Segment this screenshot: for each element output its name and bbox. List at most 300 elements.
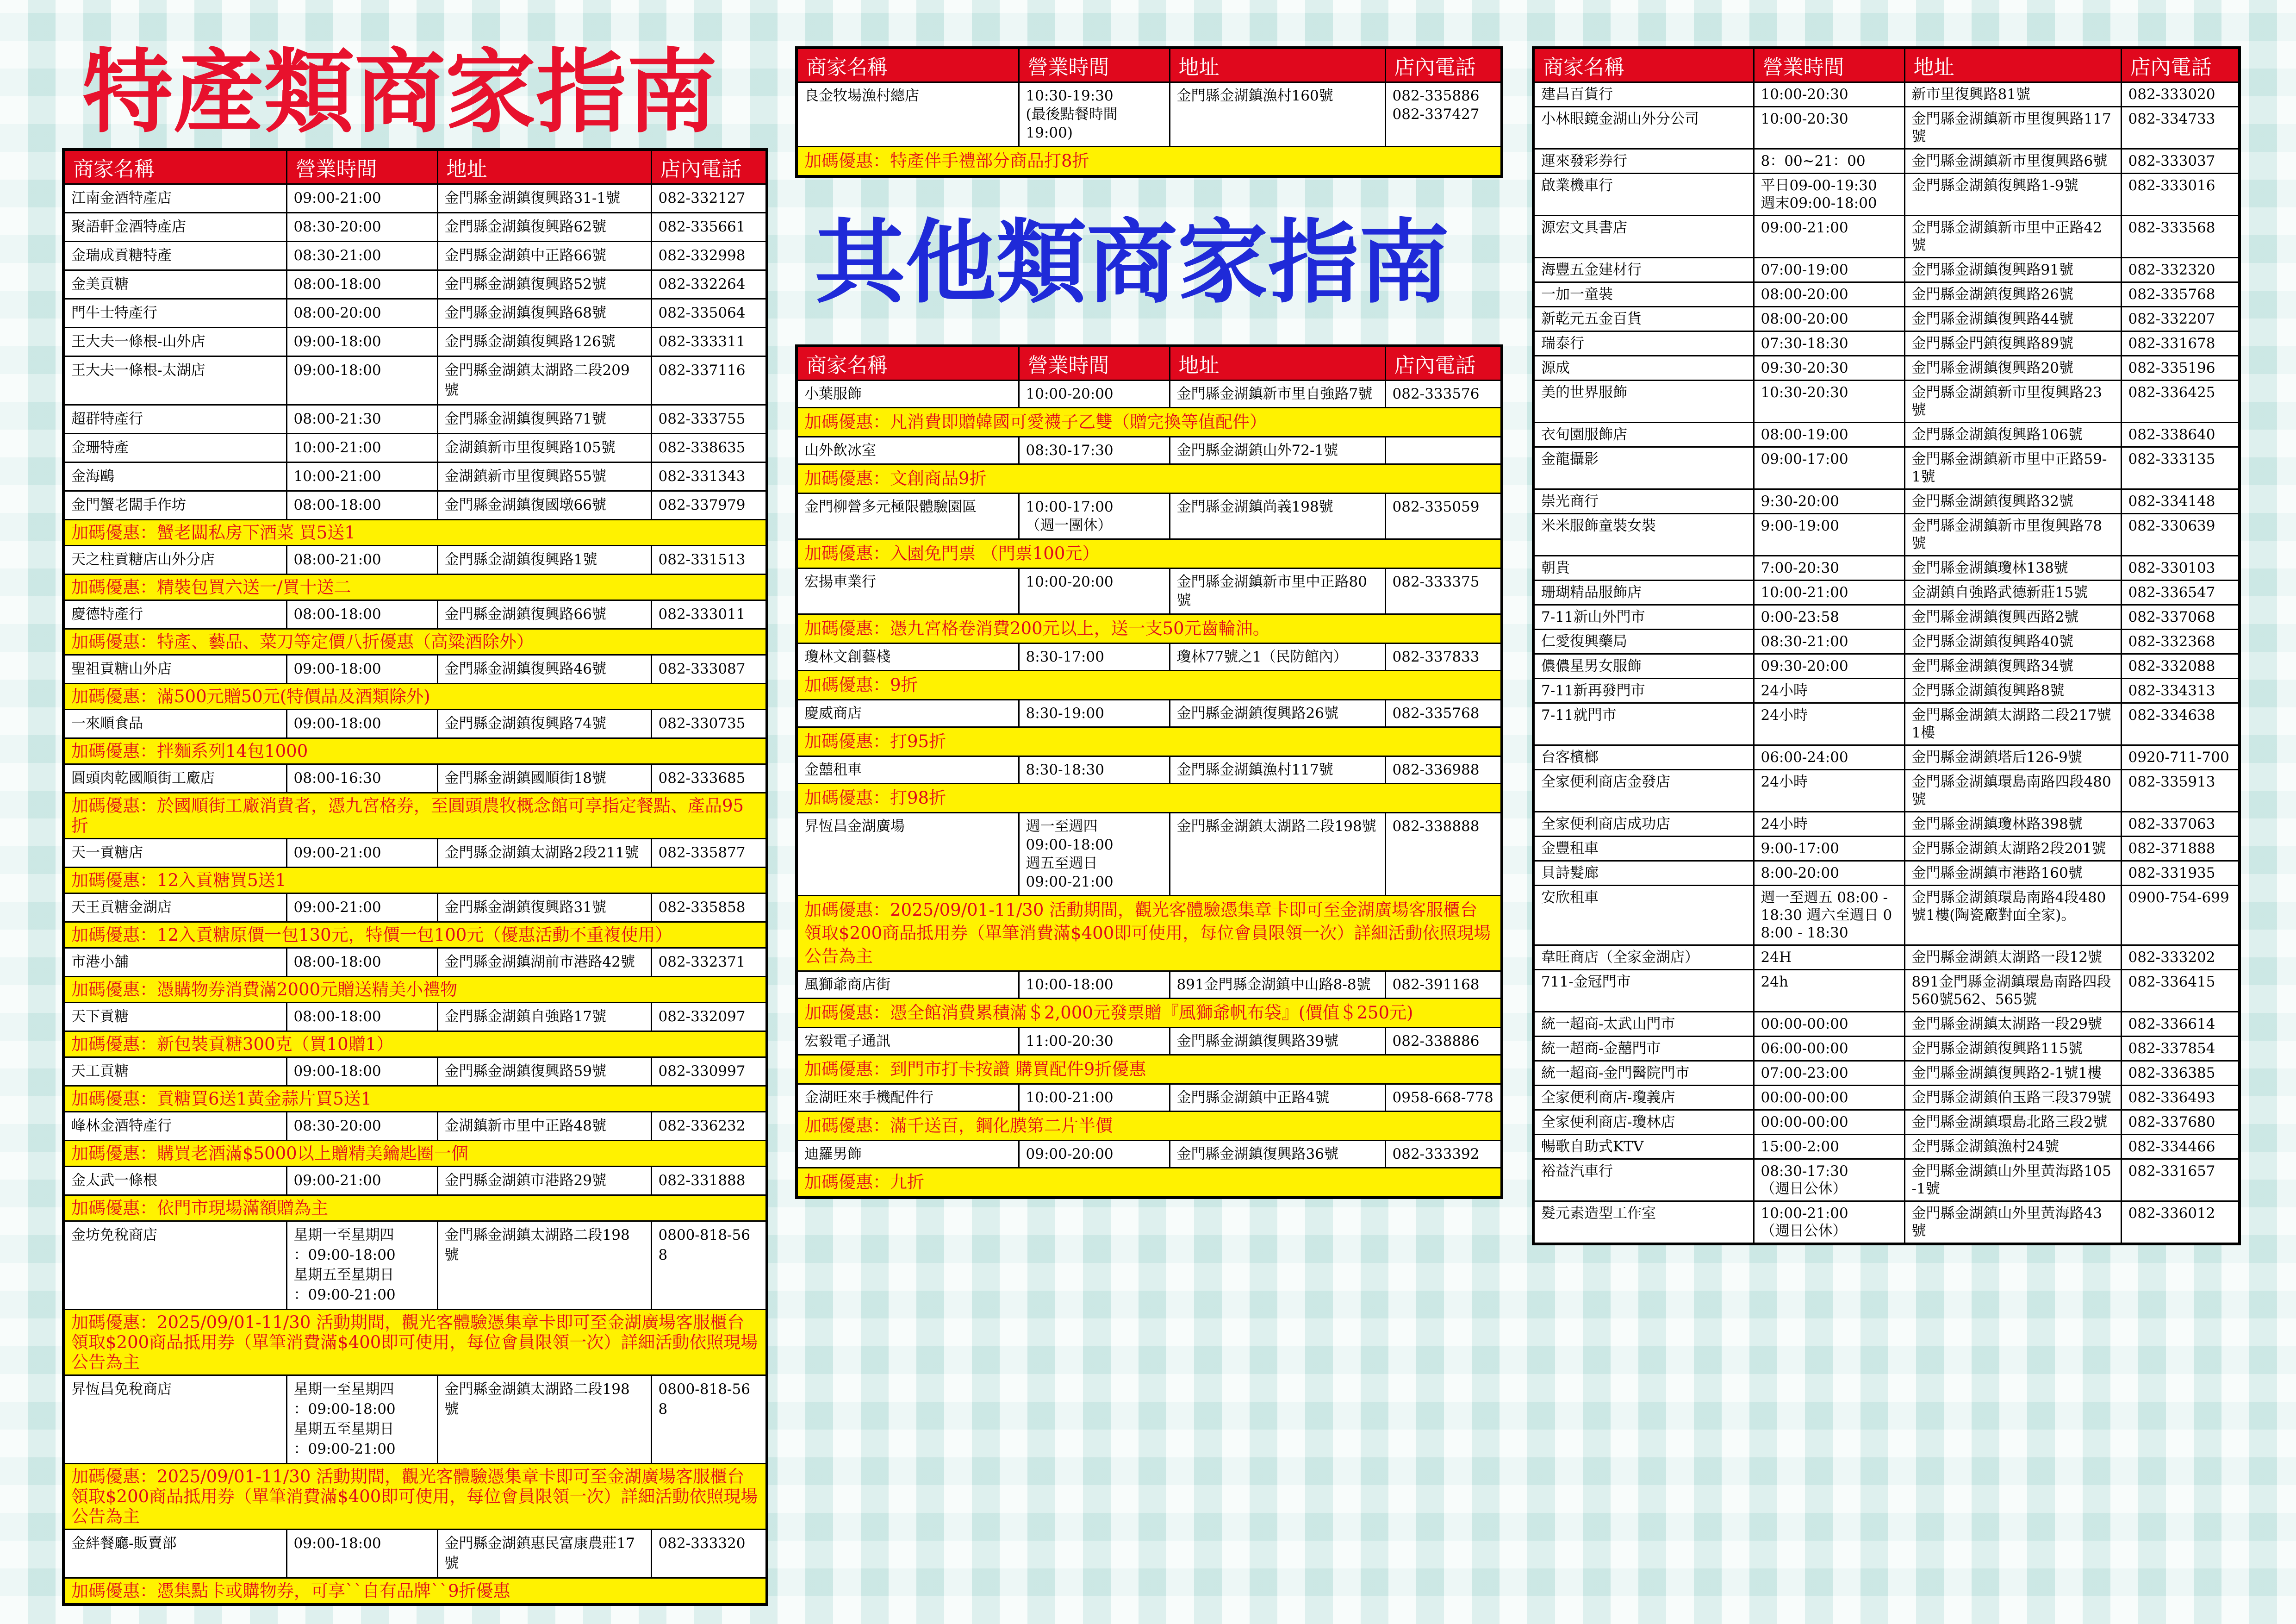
store-row (63, 1375, 767, 1464)
store-name: 海豐五金建材行 (1533, 258, 1754, 282)
store-row (1533, 837, 2240, 861)
store-hours: 08:30-20:00 (286, 1112, 437, 1141)
store-address: 金門縣金湖鎮山外里黃海路105-1號 (1904, 1159, 2121, 1201)
store-name: 韋旺商店（全家金湖店） (1533, 945, 1754, 970)
store-phone: 082-335913 (2121, 770, 2240, 812)
promo-row (796, 1055, 1502, 1084)
store-address: 新市里復興路81號 (1904, 82, 2121, 107)
store-address: 金門縣金湖鎮山外72-1號 (1170, 437, 1385, 464)
store-hours: 15:00-2:00 (1754, 1135, 1904, 1159)
promo-row (796, 784, 1502, 813)
store-hours: 09:30-20:30 (1754, 356, 1904, 381)
store-name: 昇恆昌金湖廣場 (796, 813, 1019, 896)
store-row (1533, 1159, 2240, 1201)
store-hours: 8:30-19:00 (1019, 700, 1170, 727)
store-hours: 00:00-00:00 (1754, 1086, 1904, 1110)
store-row (1533, 745, 2240, 770)
promo-text: 加碼優惠：到門市打卡按讚 購買配件9折優惠 (796, 1055, 1502, 1084)
store-phone: 082-333755 (651, 405, 767, 434)
store-row (63, 764, 767, 793)
store-hours: 10:00-20:00 (1019, 568, 1170, 614)
store-phone: 082-331888 (651, 1167, 767, 1195)
store-row (1533, 679, 2240, 703)
store-name: 聚語軒金酒特產店 (63, 213, 286, 242)
store-hours: 10:00-21:00 (286, 434, 437, 462)
store-row (63, 710, 767, 738)
store-address: 金門縣金湖鎮復興路91號 (1904, 258, 2121, 282)
store-address: 金門縣金湖鎮伯玉路三段379號 (1904, 1086, 2121, 1110)
store-phone: 082-333087 (651, 655, 767, 684)
store-name: 峰林金酒特產行 (63, 1112, 286, 1141)
store-row (63, 405, 767, 434)
store-address: 891金門縣金湖鎮中山路8-8號 (1170, 971, 1385, 999)
store-row (796, 437, 1502, 464)
store-address: 金門縣金湖鎮復興路20號 (1904, 356, 2121, 381)
store-hours: 08:00-21:00 (286, 546, 437, 575)
store-phone: 082-332097 (651, 1003, 767, 1031)
store-hours: 09:00-21:00 (286, 893, 437, 922)
store-hours: 08:00-18:00 (286, 270, 437, 299)
promo-text: 加碼優惠：2025/09/01-11/30 活動期間，觀光客體驗憑集章卡即可至金湖廣場客服櫃台領取$200商品抵用券（單筆消費滿$400即可使用，每位會員限領一次）詳細活動依照現場公告為主 (63, 1464, 767, 1530)
store-phone: 0900-754-699 (2121, 886, 2240, 945)
store-phone: 082-338886 (1385, 1028, 1502, 1055)
store-row (796, 813, 1502, 896)
store-hours: 9:30-20:00 (1754, 489, 1904, 514)
promo-text: 加碼優惠：九折 (796, 1168, 1502, 1198)
store-row (1533, 174, 2240, 216)
store-phone: 082-333011 (651, 600, 767, 629)
store-address: 金門縣金湖鎮瓊林138號 (1904, 556, 2121, 581)
store-name: 台客檳榔 (1533, 745, 1754, 770)
store-address: 金門縣金湖鎮復興路36號 (1170, 1141, 1385, 1168)
store-row (63, 1112, 767, 1141)
promo-text: 加碼優惠：文創商品9折 (796, 464, 1502, 493)
store-address: 金門縣金湖鎮新市里復興路78號 (1904, 514, 2121, 556)
store-address: 金門縣金湖鎮復興西路2號 (1904, 605, 2121, 630)
store-address: 金門縣金湖鎮新市里中正路59-1號 (1904, 447, 2121, 489)
store-row (1533, 1037, 2240, 1061)
store-phone: 082-333568 (2121, 216, 2240, 258)
store-name: 一來順食品 (63, 710, 286, 738)
store-phone: 082-335768 (2121, 282, 2240, 307)
store-phone: 082-335886 082-337427 (1385, 82, 1502, 147)
store-phone: 0800-818-568 (651, 1221, 767, 1310)
store-phone: 082-333685 (651, 764, 767, 793)
store-row (796, 643, 1502, 671)
promo-text: 加碼優惠：滿500元贈50元(特價品及酒類除外) (63, 684, 767, 710)
store-hours: 06:00-24:00 (1754, 745, 1904, 770)
store-name: 崇光商行 (1533, 489, 1754, 514)
store-hours: 08:30-21:00 (1754, 630, 1904, 654)
store-row (1533, 770, 2240, 812)
store-name: 全家便利商店-瓊林店 (1533, 1110, 1754, 1135)
store-phone: 082-391168 (1385, 971, 1502, 999)
promo-row (63, 520, 767, 546)
store-phone: 082-335196 (2121, 356, 2240, 381)
store-name: 7-11新再發門市 (1533, 679, 1754, 703)
promo-row (63, 977, 767, 1003)
store-row (63, 1003, 767, 1031)
store-phone: 082-337116 (651, 356, 767, 405)
store-name: 源成 (1533, 356, 1754, 381)
store-name: 瓊林文創藝棧 (796, 643, 1019, 671)
store-hours: 8:00-20:00 (1754, 861, 1904, 886)
store-name: 金豐租車 (1533, 837, 1754, 861)
store-name: 江南金酒特產店 (63, 184, 286, 213)
store-hours: 10:00-21:00 (1754, 581, 1904, 605)
other-top-store-table (795, 46, 1503, 178)
store-row (63, 893, 767, 922)
store-name: 小葉服飾 (796, 381, 1019, 408)
promo-text: 加碼優惠：打95折 (796, 727, 1502, 756)
store-phone: 082-336012 (2121, 1201, 2240, 1244)
store-name: 建昌百貨行 (1533, 82, 1754, 107)
store-address: 金門縣金湖鎮瓊林路398號 (1904, 812, 2121, 837)
store-hours: 10:00-20:00 (1019, 381, 1170, 408)
col-header-name: 商家名稱 (796, 48, 1019, 82)
store-row (63, 1530, 767, 1578)
store-address: 金門縣金湖鎮新市里中正路80號 (1170, 568, 1385, 614)
promo-row (63, 575, 767, 600)
store-address: 金門縣金湖鎮漁村160號 (1170, 82, 1385, 147)
store-address: 金門縣金湖鎮環島南路4段480號1樓(陶瓷廠對面全家)。 (1904, 886, 2121, 945)
store-name: 儂儂星男女服飾 (1533, 654, 1754, 679)
store-hours: 09:00-18:00 (286, 710, 437, 738)
store-row (796, 971, 1502, 999)
store-address: 金門縣金湖鎮太湖路一段12號 (1904, 945, 2121, 970)
store-hours: 08:00-20:00 (1754, 282, 1904, 307)
store-name: 金龍攝影 (1533, 447, 1754, 489)
store-row (796, 756, 1502, 784)
store-address: 金門縣金湖鎮復興路59號 (437, 1057, 651, 1086)
store-row (796, 1028, 1502, 1055)
store-address: 金門縣金湖鎮復興路115號 (1904, 1037, 2121, 1061)
store-name: 超群特產行 (63, 405, 286, 434)
store-name: 王大夫一條根-太湖店 (63, 356, 286, 405)
store-name: 金海鷗 (63, 462, 286, 491)
store-phone: 082-338635 (651, 434, 767, 462)
store-hours: 06:00-00:00 (1754, 1037, 1904, 1061)
store-hours: 08:00-18:00 (286, 948, 437, 977)
store-address: 金門縣金湖鎮新市里復興路6號 (1904, 149, 2121, 174)
store-phone: 082-330103 (2121, 556, 2240, 581)
store-phone: 082-337979 (651, 491, 767, 520)
store-hours: 09:00-18:00 (286, 655, 437, 684)
store-address: 金門縣金湖鎮新市里中正路42號 (1904, 216, 2121, 258)
store-name: 金美貢糖 (63, 270, 286, 299)
store-name: 源宏文具書店 (1533, 216, 1754, 258)
store-hours: 10:00-17:00 （週一團休） (1019, 493, 1170, 539)
store-hours: 09:00-17:00 (1754, 447, 1904, 489)
store-address: 金門縣金湖鎮復興路1號 (437, 546, 651, 575)
store-name: 昇恆昌免稅商店 (63, 1375, 286, 1464)
store-row (63, 655, 767, 684)
store-name: 天下貢糖 (63, 1003, 286, 1031)
store-row (1533, 605, 2240, 630)
store-hours: 08:30-20:00 (286, 213, 437, 242)
store-hours: 07:00-19:00 (1754, 258, 1904, 282)
store-phone: 082-331657 (2121, 1159, 2240, 1201)
other-store-table (795, 344, 1503, 1199)
store-name: 全家便利商店金發店 (1533, 770, 1754, 812)
store-address: 金門縣金湖鎮復興路106號 (1904, 423, 2121, 447)
promo-text: 加碼優惠：滿千送百，鋼化膜第二片半價 (796, 1112, 1502, 1141)
store-address: 金門縣金湖鎮復興路34號 (1904, 654, 2121, 679)
store-row (1533, 1061, 2240, 1086)
store-row (1533, 447, 2240, 489)
store-address: 金湖鎮新市里中正路48號 (437, 1112, 651, 1141)
promo-text: 加碼優惠：9折 (796, 671, 1502, 700)
promo-text: 加碼優惠：於國順街工廠消費者，憑九宮格券，至圓頭農牧概念館可享指定餐點、產品95折 (63, 793, 767, 839)
store-phone: 082-333311 (651, 328, 767, 356)
store-address: 瓊林77號之1（民防館內） (1170, 643, 1385, 671)
store-row (63, 213, 767, 242)
store-row (63, 546, 767, 575)
store-name: 宏揚車業行 (796, 568, 1019, 614)
store-row (1533, 970, 2240, 1012)
store-address: 金門縣金湖鎮復興路46號 (437, 655, 651, 684)
store-address: 金門縣金湖鎮復興路71號 (437, 405, 651, 434)
store-hours: 24H (1754, 945, 1904, 970)
store-name: 良金牧場漁村總店 (796, 82, 1019, 147)
store-row (1533, 945, 2240, 970)
store-hours: 09:30-20:00 (1754, 654, 1904, 679)
store-hours: 星期一至星期四 ：09:00-18:00 星期五至星期日 ：09:00-21:00 (286, 1375, 437, 1464)
store-row (63, 1167, 767, 1195)
store-address: 金門縣金湖鎮環島南路四段480號 (1904, 770, 2121, 812)
store-row (63, 600, 767, 629)
promo-text: 加碼優惠：憑集點卡或購物券，可享``自有品牌``9折優惠 (63, 1578, 767, 1605)
store-address: 金門縣金湖鎮復興路31-1號 (437, 184, 651, 213)
promo-text: 加碼優惠：2025/09/01-11/30 活動期間，觀光客體驗憑集章卡即可至金湖廣場客服櫃台領取$200商品抵用券（單筆消費滿$400即可使用，每位會員限領一次）詳細活動依照現場公告為主 (796, 896, 1502, 971)
store-phone: 082-332368 (2121, 630, 2240, 654)
col-header-name: 商家名稱 (796, 346, 1019, 381)
store-name: 金門柳營多元極限體驗園區 (796, 493, 1019, 539)
store-hours: 08:30-17:30 （週日公休） (1754, 1159, 1904, 1201)
store-hours: 09:00-18:00 (286, 356, 437, 405)
store-address: 金門縣金湖鎮復興路126號 (437, 328, 651, 356)
store-row (1533, 886, 2240, 945)
store-row (1533, 581, 2240, 605)
promo-row (796, 999, 1502, 1028)
store-address: 金門縣金湖鎮太湖路一段29號 (1904, 1012, 2121, 1037)
store-name: 天一貢糖店 (63, 839, 286, 868)
store-address: 891金門縣金湖鎮環島南路四段560號562、565號 (1904, 970, 2121, 1012)
store-name: 貝詩髮廊 (1533, 861, 1754, 886)
store-hours: 09:00-20:00 (1019, 1141, 1170, 1168)
promo-text: 加碼優惠：貢糖買6送1黃金蒜片買5送1 (63, 1086, 767, 1112)
store-hours: 09:00-21:00 (286, 839, 437, 868)
promo-row (63, 738, 767, 764)
store-hours: 08:00-18:00 (286, 1003, 437, 1031)
col-header-address: 地址 (437, 150, 651, 184)
store-address: 金門縣金湖鎮復興路68號 (437, 299, 651, 328)
store-hours: 9:00-17:00 (1754, 837, 1904, 861)
store-hours: 10:00-20:30 (1754, 82, 1904, 107)
store-row (796, 568, 1502, 614)
store-name: 運來發彩券行 (1533, 149, 1754, 174)
store-name: 仁愛復興藥局 (1533, 630, 1754, 654)
promo-text: 加碼優惠：新包裝貢糖300克（買10贈1） (63, 1031, 767, 1057)
store-phone: 082-333016 (2121, 174, 2240, 216)
store-row (1533, 630, 2240, 654)
store-name: 金湖旺來手機配件行 (796, 1084, 1019, 1112)
promo-text: 加碼優惠：拌麵系列14包1000 (63, 738, 767, 764)
store-name: 天工貢糖 (63, 1057, 286, 1086)
store-phone: 082-332264 (651, 270, 767, 299)
store-address: 金門縣金湖鎮尚義198號 (1170, 493, 1385, 539)
store-phone: 082-333392 (1385, 1141, 1502, 1168)
store-name: 7-11就門市 (1533, 703, 1754, 745)
store-name: 風獅爺商店街 (796, 971, 1019, 999)
store-address: 金門縣金湖鎮漁村117號 (1170, 756, 1385, 784)
store-phone: 082-334313 (2121, 679, 2240, 703)
store-name: 美的世界服飾 (1533, 381, 1754, 423)
store-phone: 082-371888 (2121, 837, 2240, 861)
col-header-name: 商家名稱 (63, 150, 286, 184)
store-address: 金門縣金湖鎮復興路2-1號1樓 (1904, 1061, 2121, 1086)
promo-text: 加碼優惠：2025/09/01-11/30 活動期間，觀光客體驗憑集章卡即可至金湖廣場客服櫃台領取$200商品抵用券（單筆消費滿$400即可使用，每位會員限領一次）詳細活動依照現場公告為主 (63, 1310, 767, 1375)
store-name: 統一超商-太武山門市 (1533, 1012, 1754, 1037)
store-address: 金門縣金湖鎮太湖路二段198號 (437, 1221, 651, 1310)
store-hours: 7:00-20:30 (1754, 556, 1904, 581)
store-row (1533, 489, 2240, 514)
store-name: 金絆餐廳-販賣部 (63, 1530, 286, 1578)
col-header-address: 地址 (1170, 48, 1385, 82)
store-phone: 082-331513 (651, 546, 767, 575)
store-hours: 09:00-21:00 (1754, 216, 1904, 258)
store-phone: 082-335661 (651, 213, 767, 242)
store-name: 朝貴 (1533, 556, 1754, 581)
store-phone: 082-337833 (1385, 643, 1502, 671)
store-address: 金湖鎮自強路武德新莊15號 (1904, 581, 2121, 605)
store-address: 金門縣金門鎮復興路89號 (1904, 331, 2121, 356)
store-phone: 082-337063 (2121, 812, 2240, 837)
store-hours: 10:00-21:00 (286, 462, 437, 491)
store-name: 全家便利商店成功店 (1533, 812, 1754, 837)
store-name: 裕益汽車行 (1533, 1159, 1754, 1201)
store-name: 迪羅男飾 (796, 1141, 1019, 1168)
store-phone: 082-333375 (1385, 568, 1502, 614)
store-name: 天王貢糖金湖店 (63, 893, 286, 922)
store-phone: 082-338640 (2121, 423, 2240, 447)
store-phone: 082-332088 (2121, 654, 2240, 679)
store-phone: 082-335768 (1385, 700, 1502, 727)
store-row (1533, 149, 2240, 174)
store-hours: 週一至週五 08:00 - 18:30 週六至週日 08:00 - 18:30 (1754, 886, 1904, 945)
store-phone: 082-333037 (2121, 149, 2240, 174)
store-hours: 07:00-23:00 (1754, 1061, 1904, 1086)
store-address: 金門縣金湖鎮漁村24號 (1904, 1135, 2121, 1159)
store-row (1533, 514, 2240, 556)
store-address: 金門縣金湖鎮太湖路二段198號 (437, 1375, 651, 1464)
store-name: 圓頭肉乾國順街工廠店 (63, 764, 286, 793)
store-phone: 082-336425 (2121, 381, 2240, 423)
right-store-table (1532, 46, 2241, 1245)
store-name: 一加一童裝 (1533, 282, 1754, 307)
store-phone: 082-332998 (651, 242, 767, 270)
store-row (796, 82, 1502, 147)
store-hours: 8:30-17:00 (1019, 643, 1170, 671)
store-row (796, 1084, 1502, 1112)
store-name: 金太武一條根 (63, 1167, 286, 1195)
store-row (1533, 1110, 2240, 1135)
store-phone: 082-333320 (651, 1530, 767, 1578)
store-hours: 08:00-20:00 (1754, 307, 1904, 331)
promo-row (796, 147, 1502, 177)
store-name: 金珊特產 (63, 434, 286, 462)
store-name: 宏毅電子通訊 (796, 1028, 1019, 1055)
promo-text: 加碼優惠：蟹老闆私房下酒菜 買5送1 (63, 520, 767, 546)
store-address: 金門縣金湖鎮太湖路2段201號 (1904, 837, 2121, 861)
store-row (1533, 1012, 2240, 1037)
promo-row (63, 1310, 767, 1375)
store-address: 金門縣金湖鎮復興路74號 (437, 710, 651, 738)
store-name: 天之柱貢糖店山外分店 (63, 546, 286, 575)
store-row (63, 184, 767, 213)
promo-text: 加碼優惠：12入貢糖原價一包130元，特價一包100元（優惠活動不重複使用） (63, 922, 767, 948)
store-address: 金門縣金湖鎮復興路66號 (437, 600, 651, 629)
store-row (63, 328, 767, 356)
promo-row (796, 671, 1502, 700)
store-hours: 24小時 (1754, 679, 1904, 703)
store-hours: 07:30-18:30 (1754, 331, 1904, 356)
store-name: 慶德特產行 (63, 600, 286, 629)
store-row (796, 381, 1502, 408)
store-hours: 08:00-16:30 (286, 764, 437, 793)
store-address: 金湖鎮新市里復興路105號 (437, 434, 651, 462)
store-hours: 0:00-23:58 (1754, 605, 1904, 630)
store-hours: 10:30-19:30 (最後點餐時間 19:00) (1019, 82, 1170, 147)
promo-text: 加碼優惠：特產伴手禮部分商品打8折 (796, 147, 1502, 177)
store-name: 金瑞成貢糖特產 (63, 242, 286, 270)
store-phone: 082-336614 (2121, 1012, 2240, 1037)
store-phone: 082-330997 (651, 1057, 767, 1086)
promo-row (796, 896, 1502, 971)
store-row (1533, 356, 2240, 381)
store-name: 金門蟹老闆手作坊 (63, 491, 286, 520)
store-hours: 11:00-20:30 (1019, 1028, 1170, 1055)
store-phone: 082-331678 (2121, 331, 2240, 356)
store-hours: 08:00-21:30 (286, 405, 437, 434)
promo-row (63, 1031, 767, 1057)
store-row (1533, 107, 2240, 149)
promo-row (796, 408, 1502, 437)
title-tech-guide: 特產類商家指南 (82, 40, 718, 145)
col-header-hours: 營業時間 (286, 150, 437, 184)
promo-row (63, 1464, 767, 1530)
store-row (796, 493, 1502, 539)
store-row (1533, 654, 2240, 679)
store-row (1533, 861, 2240, 886)
store-phone: 082-331343 (651, 462, 767, 491)
store-phone: 082-337854 (2121, 1037, 2240, 1061)
col-header-address: 地址 (1170, 346, 1385, 381)
store-row (1533, 282, 2240, 307)
promo-row (63, 1195, 767, 1221)
store-hours: 平日09-00-19:30 週末09:00-18:00 (1754, 174, 1904, 216)
store-hours: 09:00-18:00 (286, 1530, 437, 1578)
store-phone: 082-331935 (2121, 861, 2240, 886)
store-row (1533, 307, 2240, 331)
store-address: 金湖鎮新市里復興路55號 (437, 462, 651, 491)
store-hours: 10:00-20:30 (1754, 107, 1904, 149)
store-name: 統一超商-金囍門市 (1533, 1037, 1754, 1061)
store-phone: 082-335064 (651, 299, 767, 328)
store-name: 金坊免稅商店 (63, 1221, 286, 1310)
col-header-name: 商家名稱 (1533, 48, 1754, 82)
store-phone: 082-336547 (2121, 581, 2240, 605)
